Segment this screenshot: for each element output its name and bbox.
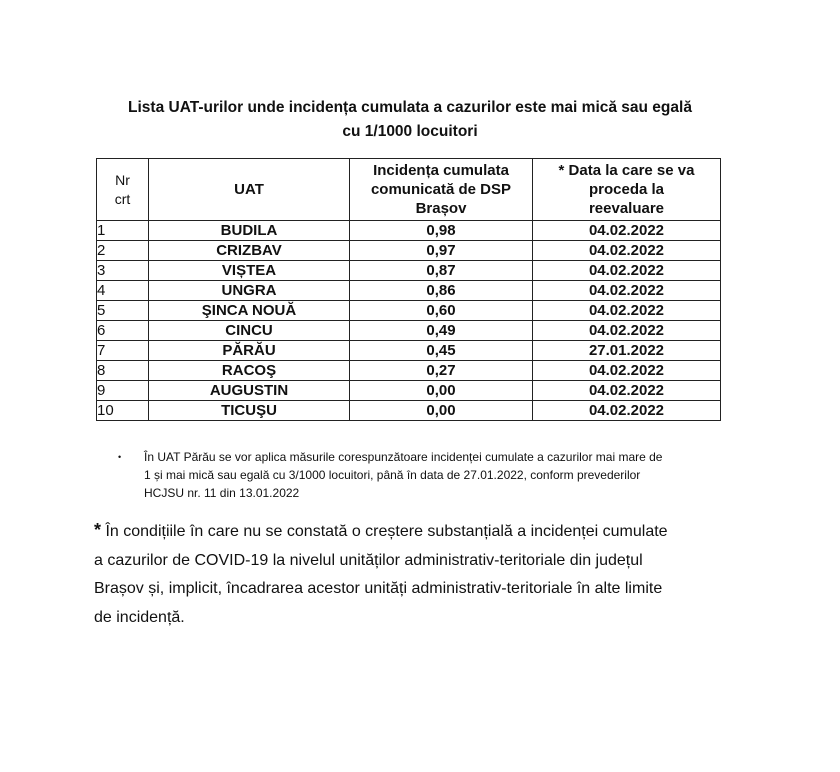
table-row [97, 221, 721, 241]
row-incidence-value: 0,86 [350, 281, 533, 301]
table-header-row [97, 159, 721, 221]
row-nr: 5 [97, 301, 149, 321]
uat-table [96, 158, 721, 421]
row-incidence-value: 0,97 [350, 241, 533, 261]
row-incidence-value: 0,49 [350, 321, 533, 341]
row-uat-name: ŞINCA NOUĂ [149, 301, 350, 321]
row-reevaluation-date: 27.01.2022 [533, 341, 721, 361]
table-row [97, 381, 721, 401]
row-reevaluation-date: 04.02.2022 [533, 221, 721, 241]
header-incidence [350, 159, 533, 221]
row-uat-name: BUDILA [149, 221, 350, 241]
footnote-line-4: de incidență. [94, 608, 185, 626]
row-incidence-value: 0,45 [350, 341, 533, 361]
document-title [60, 96, 760, 144]
title-line-2: cu 1/1000 locuitori [342, 123, 478, 140]
table-row [97, 241, 721, 261]
header-incidence-line-2: comunicată de DSP [370, 181, 512, 198]
row-uat-name: CRIZBAV [149, 241, 350, 261]
row-incidence-value: 0,00 [350, 401, 533, 421]
header-uat: UAT [149, 159, 350, 221]
row-uat-name: CINCU [149, 321, 350, 341]
row-uat-name: AUGUSTIN [149, 381, 350, 401]
row-nr: 3 [97, 261, 149, 281]
row-incidence-value: 0,00 [350, 381, 533, 401]
row-reevaluation-date: 04.02.2022 [533, 321, 721, 341]
header-nr-line-2: crt [114, 190, 131, 207]
row-uat-name: VIȘTEA [149, 261, 350, 281]
header-date-line-3: reevaluare [588, 200, 665, 217]
row-nr: 1 [97, 221, 149, 241]
row-reevaluation-date: 04.02.2022 [533, 281, 721, 301]
table-row [97, 321, 721, 341]
row-uat-name: TICUŞU [149, 401, 350, 421]
row-uat-name: RACOŞ [149, 361, 350, 381]
asterisk-mark: * [94, 520, 102, 540]
row-reevaluation-date: 04.02.2022 [533, 401, 721, 421]
row-incidence-value: 0,98 [350, 221, 533, 241]
table-row [97, 281, 721, 301]
note-line-3: HCJSU nr. 11 din 13.01.2022 [144, 486, 300, 500]
header-reevaluation-date [533, 159, 721, 221]
row-nr: 7 [97, 341, 149, 361]
header-incidence-line-1: Incidența cumulata [373, 162, 509, 179]
note-line-2: 1 și mai mică sau egală cu 3/1000 locuitori, până în data de 27.01.2022, conform prevederilor [144, 468, 641, 482]
bullet-dot-icon: • [118, 452, 122, 462]
table-row [97, 261, 721, 281]
footnote-line-2: a cazurilor de COVID-19 la nivelul unităților administrativ-teritoriale din județul [94, 551, 643, 569]
table-row [97, 341, 721, 361]
row-incidence-value: 0,27 [350, 361, 533, 381]
row-nr: 10 [97, 401, 149, 421]
row-uat-name: PĂRĂU [149, 341, 350, 361]
header-nr-line-1: Nr [115, 171, 130, 188]
table-row [97, 401, 721, 421]
row-incidence-value: 0,60 [350, 301, 533, 321]
bullet-note [118, 448, 728, 502]
row-reevaluation-date: 04.02.2022 [533, 361, 721, 381]
title-line-1: Lista UAT-urilor unde incidența cumulata a cazurilor este mai mică sau egală [128, 99, 692, 116]
row-uat-name: UNGRA [149, 281, 350, 301]
asterisk-footnote [94, 516, 754, 632]
footnote-line-3: Brașov și, implicit, încadrarea acestor unități administrativ-teritoriale în alte limite [94, 580, 663, 597]
row-reevaluation-date: 04.02.2022 [533, 381, 721, 401]
row-nr: 2 [97, 241, 149, 261]
row-nr: 6 [97, 321, 149, 341]
row-reevaluation-date: 04.02.2022 [533, 301, 721, 321]
row-reevaluation-date: 04.02.2022 [533, 261, 721, 281]
row-nr: 9 [97, 381, 149, 401]
row-reevaluation-date: 04.02.2022 [533, 241, 721, 261]
footnote-line-1: În condițiile în care nu se constată o creștere substanțială a incidenței cumulate [101, 523, 668, 540]
note-line-1: În UAT Părău se vor aplica măsurile corespunzătoare incidenței cumulate a cazurilor mai mare de [144, 450, 663, 464]
row-incidence-value: 0,87 [350, 261, 533, 281]
header-nr-crt [97, 159, 149, 221]
row-nr: 4 [97, 281, 149, 301]
row-nr: 8 [97, 361, 149, 381]
header-date-line-2: proceda la [588, 181, 665, 198]
header-date-line-1: * Data la care se va [558, 162, 695, 179]
header-incidence-line-3: Brașov [415, 200, 467, 217]
table-row [97, 361, 721, 381]
table-row [97, 301, 721, 321]
